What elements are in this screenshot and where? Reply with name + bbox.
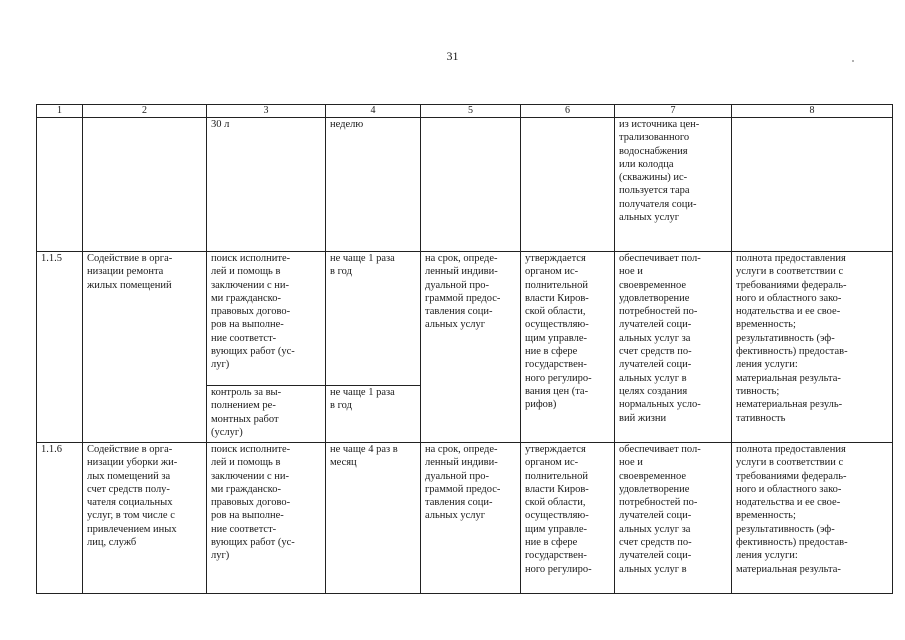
table-cell bbox=[207, 118, 326, 252]
standard-text: из источника цен- трализованного водоснабжения или колодца (скважины) ис- пользуется тара получателя соци- альных услуг bbox=[619, 119, 700, 224]
table-cell bbox=[732, 252, 893, 443]
term-text: на срок, опреде- ленный индиви- дуальной про- граммой предос- тавления соци- альных услуг bbox=[425, 253, 501, 331]
column-header: 2 bbox=[83, 105, 207, 118]
table-cell bbox=[326, 386, 421, 443]
row-number: 1.1.5 bbox=[41, 253, 62, 264]
table-cell bbox=[37, 443, 83, 594]
frequency-text: не чаще 1 раза в год bbox=[330, 387, 395, 412]
table-cell bbox=[421, 252, 521, 443]
table-cell bbox=[37, 252, 83, 443]
table-cell bbox=[615, 118, 732, 252]
page-number: 31 bbox=[446, 49, 459, 63]
table-cell bbox=[521, 118, 615, 252]
table-cell bbox=[326, 252, 421, 386]
service-name: Содействие в орга- низации уборки жи- лых помещений за счет средств полу- чателя социальных услуг, в том числе с привлечением иных лиц, служб bbox=[87, 444, 178, 549]
service-name: Содействие в орга- низации ремонта жилых помещений bbox=[87, 253, 173, 291]
standard-text: обеспечивает пол- ное и своевременное удовлетворение потребностей по- лучателей соци- альных услуг за счет средств по- лучателей соци- альных услуг в bbox=[619, 444, 701, 575]
column-header: 8 bbox=[732, 105, 893, 118]
table-cell bbox=[326, 118, 421, 252]
table-cell bbox=[83, 118, 207, 252]
activity-text: контроль за вы- полнением ре- монтных работ (услуг) bbox=[211, 387, 282, 438]
indicators-text: полнота предоставления услуги в соответствии с требованиями федераль- ного и областного зако- нодательства и ее свое- временность; результативность (эф- фективность) предостав- ления услуги: материальная результа- bbox=[736, 444, 848, 575]
table-cell bbox=[83, 252, 207, 443]
table-cell bbox=[326, 443, 421, 594]
activity-text: 30 л bbox=[211, 119, 230, 130]
indicators-text: полнота предоставления услуги в соответствии с требованиями федераль- ного и областного зако- нодательства и ее свое- временность; результативность (эф- фективность) предостав- ления услуги: материальная результа- тивность; нематериальная резуль- тативность bbox=[736, 253, 848, 424]
table-cell bbox=[521, 252, 615, 443]
table-cell bbox=[615, 443, 732, 594]
table-cell bbox=[207, 443, 326, 594]
continuation-row bbox=[37, 118, 893, 252]
scan-speck bbox=[852, 60, 854, 62]
column-header: 3 bbox=[207, 105, 326, 118]
column-header: 5 bbox=[421, 105, 521, 118]
term-text: на срок, опреде- ленный индиви- дуальной про- граммой предос- тавления соци- альных услуг bbox=[425, 444, 501, 522]
table-cell bbox=[521, 443, 615, 594]
column-header: 6 bbox=[521, 105, 615, 118]
column-number-row bbox=[37, 105, 893, 118]
table-cell bbox=[732, 118, 893, 252]
standard-text: обеспечивает пол- ное и своевременное удовлетворение потребностей по- лучателей соци- альных услуг за счет средств по- лучателей соци- альных услуг в целях создания нормальных усло- вий жизни bbox=[619, 253, 701, 424]
table-cell bbox=[732, 443, 893, 594]
row-number: 1.1.6 bbox=[41, 444, 62, 455]
table-row-1-1-5 bbox=[37, 252, 893, 386]
table-cell bbox=[207, 252, 326, 386]
tariff-text: утверждается органом ис- полнительной власти Киров- ской области, осуществляю- щим управле- ние в сфере государствен- ного регулиро- вания цен (та- рифов) bbox=[525, 253, 592, 411]
activity-text: поиск исполните- лей и помощь в заключении с ни- ми гражданско- правовых догово- ров на выполне- ние соответст- вующих работ (ус- луг) bbox=[211, 253, 295, 371]
table-cell bbox=[421, 118, 521, 252]
tariff-text: утверждается органом ис- полнительной власти Киров- ской области, осуществляю- щим управле- ние в сфере государствен- ного регулиро- bbox=[525, 444, 592, 575]
table-cell bbox=[83, 443, 207, 594]
column-header: 1 bbox=[37, 105, 83, 118]
services-table bbox=[36, 104, 893, 594]
column-header: 7 bbox=[615, 105, 732, 118]
column-header: 4 bbox=[326, 105, 421, 118]
activity-text: поиск исполните- лей и помощь в заключении с ни- ми гражданско- правовых догово- ров на выполне- ние соответст- вующих работ (ус- луг) bbox=[211, 444, 295, 562]
table-row-1-1-6 bbox=[37, 443, 893, 594]
table-cell bbox=[207, 386, 326, 443]
table-cell bbox=[615, 252, 732, 443]
table-cell bbox=[37, 118, 83, 252]
table-cell bbox=[421, 443, 521, 594]
frequency-text: не чаще 4 раз в месяц bbox=[330, 444, 398, 469]
frequency-text: не чаще 1 раза в год bbox=[330, 253, 395, 278]
frequency-text: неделю bbox=[330, 119, 364, 130]
